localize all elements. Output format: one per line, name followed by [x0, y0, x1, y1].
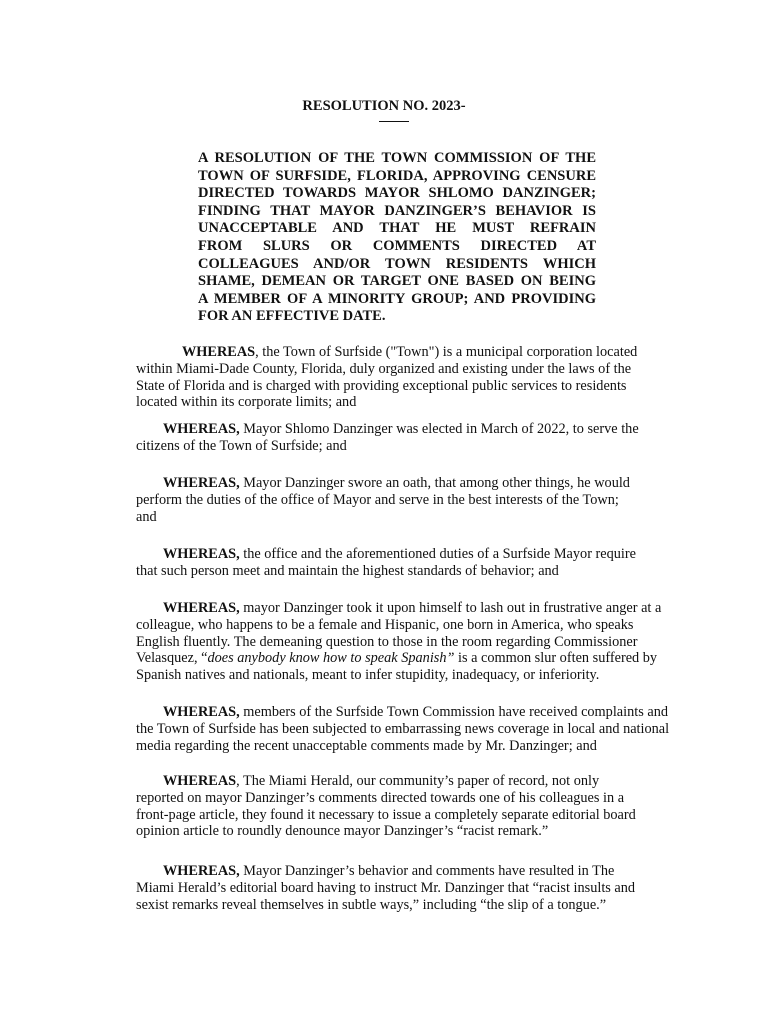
resolution-heading: [198, 150, 596, 326]
paragraph-text: opinion article to roundly denounce mayor Danzinger’s “racist remark.”: [136, 823, 549, 840]
whereas-label: WHEREAS: [182, 344, 256, 360]
whereas-label: WHEREAS,: [163, 704, 240, 720]
whereas-label: WHEREAS: [163, 773, 237, 789]
whereas-paragraph-3: [136, 475, 656, 525]
whereas-paragraph-8: [136, 863, 656, 913]
paragraph-text: colleague, who happens to be a female and Hispanic, one born in America, who speaks: [136, 616, 634, 633]
paragraph-text: the office and the aforementioned duties of a Surfside Mayor require: [239, 546, 637, 562]
paragraph-text: media regarding the recent unacceptable comments made by Mr. Danzinger; and: [136, 737, 597, 754]
paragraph-text: , the Town of Surfside ("Town") is a municipal corporation located: [255, 344, 638, 360]
paragraph-text: mayor Danzinger took it upon himself to lash out in frustrative anger at a: [239, 600, 662, 616]
paragraph-text: located within its corporate limits; and: [136, 394, 357, 411]
whereas-label: WHEREAS,: [163, 421, 240, 437]
heading-line: COLLEAGUES AND/OR TOWN RESIDENTS WHICH: [198, 255, 596, 272]
paragraph-text: is a common slur often suffered by: [454, 650, 658, 667]
whereas-paragraph-6: [136, 704, 670, 754]
paragraph-text: sexist remarks reveal themselves in subtle ways,” including “the slip of a tongue.”: [136, 896, 607, 913]
paragraph-text: , The Miami Herald, our community’s paper of record, not only: [236, 773, 600, 789]
resolution-title: RESOLUTION NO. 2023-: [302, 98, 466, 114]
heading-line: SHAME, DEMEAN OR TARGET ONE BASED ON BEING: [198, 273, 596, 290]
paragraph-text: Velasquez, “: [136, 650, 208, 667]
paragraph-text: Mayor Danzinger swore an oath, that among other things, he would: [239, 475, 630, 491]
whereas-label: WHEREAS,: [163, 546, 240, 562]
paragraph-text: that such person meet and maintain the highest standards of behavior; and: [136, 562, 559, 579]
paragraph-text: citizens of the Town of Surfside; and: [136, 437, 347, 454]
whereas-label: WHEREAS,: [163, 475, 240, 491]
heading-line: FINDING THAT MAYOR DANZINGER’S BEHAVIOR IS: [198, 202, 596, 219]
paragraph-text: reported on mayor Danzinger’s comments directed towards one of his colleagues in a: [136, 789, 625, 806]
whereas-label: WHEREAS,: [163, 863, 240, 879]
paragraph-text: the Town of Surfside has been subjected to embarrassing news coverage in local and national: [136, 720, 670, 737]
paragraph-text: Mayor Danzinger’s behavior and comments have resulted in The: [239, 863, 615, 879]
resolution-number-blank: [379, 121, 409, 122]
heading-line: FROM SLURS OR COMMENTS DIRECTED AT: [198, 237, 596, 254]
paragraph-text: State of Florida and is charged with providing exceptional public services to residents: [136, 377, 627, 394]
whereas-label: WHEREAS,: [163, 600, 240, 616]
paragraph-text: Mayor Shlomo Danzinger was elected in March of 2022, to serve the: [239, 421, 639, 437]
quoted-slur: does anybody know how to speak Spanish”: [207, 650, 455, 667]
paragraph-text: perform the duties of the office of Mayor and serve in the best interests of the Town;: [136, 491, 619, 508]
paragraph-text: Spanish natives and nationals, meant to infer stupidity, inadequacy, or inferiority.: [136, 667, 600, 684]
heading-line: TOWN OF SURFSIDE, FLORIDA, APPROVING CENSURE: [198, 167, 596, 184]
paragraph-text: and: [136, 508, 157, 525]
paragraph-text: front-page article, they found it necessary to issue a completely separate editorial board: [136, 806, 636, 823]
paragraph-text: members of the Surfside Town Commission have received complaints and: [239, 704, 669, 720]
paragraph-text: Miami Herald’s editorial board having to instruct Mr. Danzinger that “racist insults and: [136, 879, 636, 896]
whereas-paragraph-2: [136, 421, 656, 455]
whereas-paragraph-1: [136, 344, 656, 411]
heading-line: UNACCEPTABLE AND THAT HE MUST REFRAIN: [198, 220, 596, 237]
paragraph-text: English fluently. The demeaning question to those in the room regarding Commissioner: [136, 633, 638, 650]
heading-line: A MEMBER OF A MINORITY GROUP; AND PROVIDING: [198, 290, 596, 307]
heading-line: FOR AN EFFECTIVE DATE.: [198, 308, 386, 325]
whereas-paragraph-7: [136, 773, 656, 840]
heading-line: A RESOLUTION OF THE TOWN COMMISSION OF THE: [198, 150, 596, 166]
whereas-paragraph-4: [136, 546, 656, 580]
whereas-paragraph-5: [136, 600, 662, 684]
heading-line: DIRECTED TOWARDS MAYOR SHLOMO DANZINGER;: [198, 185, 596, 202]
paragraph-text: within Miami-Dade County, Florida, duly organized and existing under the laws of the: [136, 360, 632, 377]
